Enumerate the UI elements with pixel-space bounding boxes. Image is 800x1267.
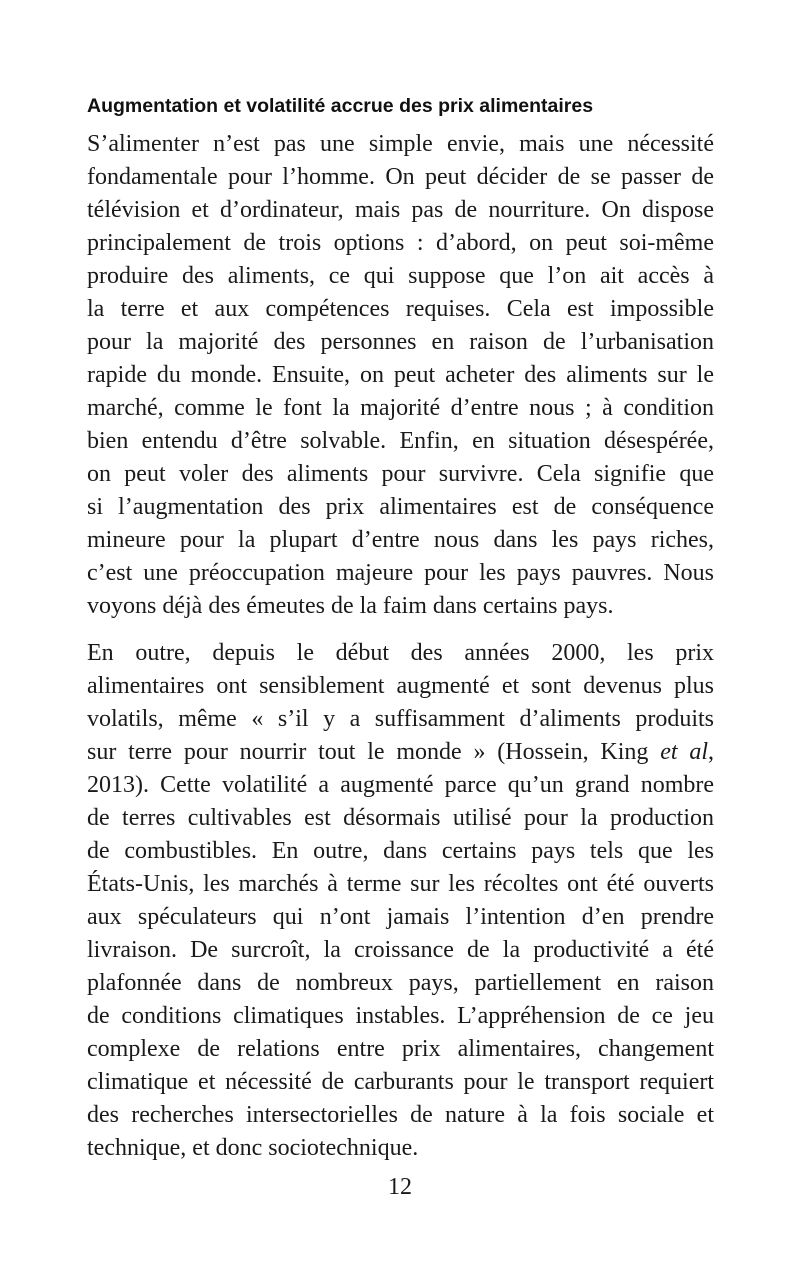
text-line [87,524,714,557]
text-line [87,967,714,1000]
text-line-content: 2013). Cette volatilité a augmenté parce qu’un grand nombre [87,772,714,798]
text-line-content: principalement de trois options : d’abord, on peut soi-même [87,230,714,256]
punctuation: , [708,739,714,765]
text-line-content: complexe de relations entre prix alimentaires, changement [87,1036,714,1062]
text-line-content: de combustibles. En outre, dans certains pays tels que les [87,838,714,864]
text-line-content: alimentaires ont sensiblement augmenté et sont devenus plus [87,673,714,699]
text-line-content: mineure pour la plupart d’entre nous dans les pays riches, [87,527,714,553]
text-line-content: télévision et d’ordinateur, mais pas de nourriture. On dispose [87,197,714,223]
text-line-content: voyons déjà des émeutes de la faim dans certains pays. [87,593,614,619]
text-line [87,835,714,868]
text-line-content: produire des aliments, ce qui suppose que l’on ait accès à [87,263,714,289]
text-line-content: livraison. De surcroît, la croissance de la productivité a été [87,937,714,963]
text-line [87,670,714,703]
text-line [87,736,714,769]
paragraph-2 [87,637,714,1165]
text-line [87,901,714,934]
page-number: 12 [388,1174,412,1200]
text-line-content: marché, comme le font la majorité d’entre nous ; à condition [87,395,714,421]
text-line [87,1033,714,1066]
text-line-content: c’est une préoccupation majeure pour les pays pauvres. Nous [87,560,714,586]
text-line-content: rapide du monde. Ensuite, on peut acheter des aliments sur le [87,362,714,388]
text-line [87,802,714,835]
text-line [87,934,714,967]
text-line [87,769,714,802]
text-line [87,227,714,260]
text-line-content: de terres cultivables est désormais utilisé pour la production [87,805,714,831]
text-line [87,359,714,392]
text-line-content: pour la majorité des personnes en raison de l’urbanisation [87,329,714,355]
text-line-content: climatique et nécessité de carburants pour le transport requiert [87,1069,714,1095]
text-line-content: sur terre pour nourrir tout le monde » (Hossein, King [87,739,661,765]
text-line [87,1132,714,1165]
text-line [87,458,714,491]
text-line [87,293,714,326]
text-line [87,703,714,736]
text-line-content: de conditions climatiques instables. L’appréhension de ce jeu [87,1003,714,1029]
text-line [87,637,714,670]
text-line-content: technique, et donc sociotechnique. [87,1135,419,1161]
text-line-content: on peut voler des aliments pour survivre. Cela signifie que [87,461,714,487]
text-line-content: S’alimenter n’est pas une simple envie, mais une nécessité [87,131,714,157]
text-line [87,161,714,194]
text-line [87,260,714,293]
text-line-content: aux spéculateurs qui n’ont jamais l’intention d’en prendre [87,904,714,930]
text-line-content: En outre, depuis le début des années 2000, les prix [87,640,714,666]
text-line [87,425,714,458]
text-line [87,491,714,524]
paragraph-1 [87,128,714,623]
text-line-content: volatils, même « s’il y a suffisamment d’aliments produits [87,706,714,732]
text-line-content: si l’augmentation des prix alimentaires est de conséquence [87,494,714,520]
text-line-content: fondamentale pour l’homme. On peut décider de se passer de [87,164,714,190]
text-line [87,194,714,227]
section-heading: Augmentation et volatilité accrue des prix alimentaires [87,95,594,117]
text-line [87,557,714,590]
text-line-content: plafonnée dans de nombreux pays, partiellement en raison [87,970,714,996]
text-line [87,1066,714,1099]
text-line [87,392,714,425]
text-line [87,1000,714,1033]
italic-citation: et al [660,739,708,765]
text-line-content: bien entendu d’être solvable. Enfin, en situation désespérée, [87,428,714,454]
text-line-content: des recherches intersectorielles de nature à la fois sociale et [87,1102,714,1128]
text-line [87,868,714,901]
text-line-content: États-Unis, les marchés à terme sur les récoltes ont été ouverts [87,871,714,897]
text-line [87,590,714,623]
text-line [87,1099,714,1132]
text-line [87,128,714,161]
text-line [87,326,714,359]
text-line-content: la terre et aux compétences requises. Cela est impossible [87,296,714,322]
